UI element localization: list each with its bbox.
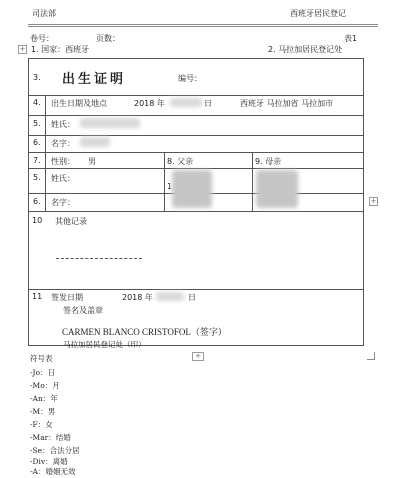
redacted-surname [80, 118, 140, 128]
page-label: 页数： [96, 34, 120, 43]
row-divider [29, 168, 363, 169]
legend-item: -Mar：结婚 [30, 433, 71, 442]
volume-label: 卷号： [30, 34, 54, 43]
column-divider [45, 95, 46, 211]
redacted-father-name [172, 170, 212, 208]
legend-item: -Mo：月 [30, 381, 60, 390]
row-divider [29, 115, 363, 116]
row-11-number: 11 [32, 292, 43, 301]
row-3-number: 3. [33, 73, 41, 82]
row-5b-number: 5. [33, 173, 41, 182]
row-6-number: 6. [33, 138, 41, 147]
registry-office-field: 2. 马拉加居民登记处 [268, 45, 343, 54]
signature-label: 签名及盖章 [63, 306, 103, 315]
row-divider [29, 135, 363, 136]
certificate-title: 出生证明 [62, 72, 127, 87]
row-10-number: 10 [32, 216, 43, 225]
header-rule-2 [28, 26, 378, 27]
legend-item: -An：年 [30, 394, 58, 403]
table-number: 表1 [344, 34, 358, 43]
birth-place: 西班牙 马拉加省 马拉加市 [240, 99, 334, 108]
column-divider [252, 152, 253, 211]
legend-item: -Jo：日 [30, 368, 56, 377]
redacted-mother-name [256, 170, 298, 208]
legend-item: -A：婚姻无效 [30, 467, 76, 476]
header-right: 西班牙居民登记 [290, 9, 346, 18]
father-header: 8. 父亲 [167, 157, 194, 166]
birth-date-place-label: 出生日期及地点 [51, 99, 107, 108]
other-records-dashed-line [56, 258, 142, 259]
country-field: 1. 国家：西班牙 [31, 45, 90, 54]
parent-surname-label: 姓氏： [51, 174, 75, 183]
sex-value: 男 [88, 157, 96, 166]
issue-year: 2018 年 [122, 293, 153, 302]
redacted-given-name [80, 137, 110, 147]
legend-item: -M：男 [30, 407, 56, 416]
redacted-issue-date [156, 292, 184, 301]
serial-number-label: 编号： [178, 74, 202, 83]
header-left: 司法部 [32, 9, 56, 18]
legend-title: 符号表 [30, 354, 53, 363]
table-resize-handle-icon[interactable] [367, 352, 375, 360]
father-mark: 1 [167, 182, 173, 191]
row-divider [29, 289, 363, 290]
row-divider [29, 95, 363, 96]
signer-name: CARMEN BLANCO CRISTOFOL（签字） [62, 327, 227, 337]
column-divider [164, 152, 165, 211]
other-records-label: 其他记录 [55, 217, 87, 226]
birth-day-label: 日 [204, 99, 212, 108]
header-rule [28, 24, 378, 25]
issue-day-label: 日 [188, 293, 196, 302]
add-row-handle-icon[interactable]: + [192, 352, 204, 361]
row-divider [29, 211, 363, 212]
row-5-number: 5. [33, 119, 41, 128]
add-column-handle-icon[interactable]: + [370, 197, 377, 205]
mother-header: 9. 母亲 [255, 157, 282, 166]
legend-item: -Se：合法分居 [30, 446, 80, 455]
parent-given-name-label: 名字： [51, 198, 75, 207]
row-7-number: 7. [33, 156, 41, 165]
row-divider [29, 152, 363, 153]
given-name-label: 名字： [51, 139, 75, 148]
row-4-number: 4. [33, 98, 41, 107]
table-move-handle-icon[interactable]: + [19, 45, 26, 53]
legend-item: -Div：离婚 [30, 457, 68, 466]
legend-item: -F：女 [30, 420, 53, 429]
registry-seal: 马拉加居民登记处（印） [63, 340, 146, 349]
sex-label: 性别： [51, 157, 75, 166]
redacted-birth-date [170, 98, 202, 107]
birth-year: 2018 年 [134, 99, 165, 108]
issue-date-label: 签发日期 [51, 293, 83, 302]
surname-label: 姓氏： [51, 120, 75, 129]
row-6b-number: 6. [33, 197, 41, 206]
